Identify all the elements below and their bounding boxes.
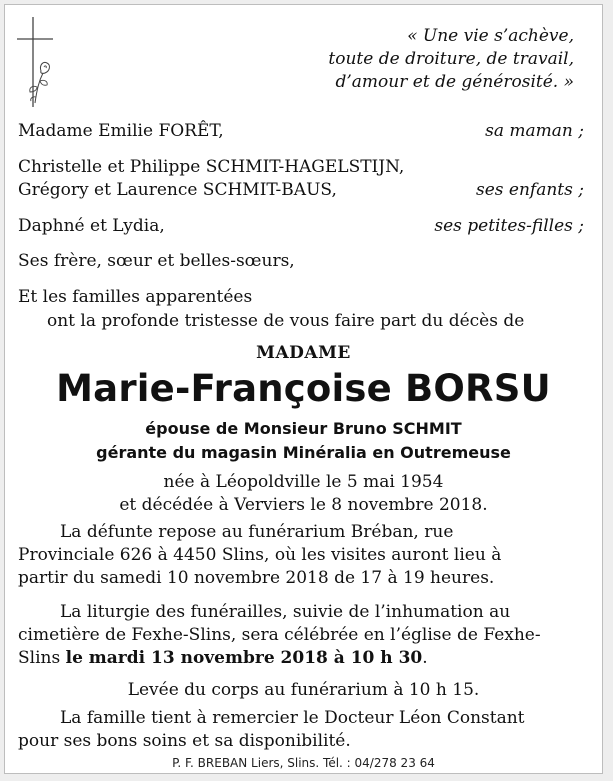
family-name: Daphné et Lydia, [18,216,165,236]
deceased-name: Marie-Françoise BORSU [56,367,551,410]
liturgy-text: Slins [18,648,66,668]
family-name: Christelle et Philippe SCHMIT-HAGELSTIJN, [18,157,405,177]
liturgy-paragraph [18,601,553,670]
paragraph-line: pour ses bons soins et sa disponibilité. [18,731,351,751]
title-madame: MADAME [256,343,351,363]
paragraph-line: La famille tient à remercier le Docteur Léon Constant [60,708,525,728]
epitaph-quote [328,25,574,94]
quote-line: « Une vie s’achève, [407,26,574,46]
death-line: et décédée à Verviers le 8 novembre 2018. [119,495,488,515]
family-name: Madame Emilie FORÊT, [18,121,224,141]
family-relation: ses enfants ; [476,180,584,200]
family-name: Ses frère, sœur et belles-sœurs, [18,251,295,271]
funerarium-paragraph [18,521,553,590]
family-name: Grégory et Laurence SCHMIT-BAUS, [18,180,337,200]
obituary-card [4,4,603,774]
funeral-date: le mardi 13 novembre 2018 à 10 h 30 [65,648,423,668]
paragraph-line [18,647,553,670]
paragraph-line: partir du samedi 10 novembre 2018 de 17 à 19 heures. [18,568,495,588]
levee-line: Levée du corps au funérarium à 10 h 15. [127,680,480,700]
occupation-line: gérante du magasin Minéralia en Outremeuse [96,443,511,462]
spouse-line: épouse de Monsieur Bruno SCHMIT [145,419,462,438]
paragraph-line: Provinciale 626 à 4450 Slins, où les visites auront lieu à [18,545,502,565]
thanks-paragraph [18,707,553,753]
paragraph-line: La liturgie des funérailles, suivie de l’inhumation au [60,602,511,622]
announcement-text: ont la profonde tristesse de vous faire part du décès de [47,311,525,331]
paragraph-line: La défunte repose au funérarium Bréban, rue [60,522,454,542]
family-relation: sa maman ; [485,121,584,141]
family-name: Et les familles apparentées [18,287,253,307]
paragraph-line: cimetière de Fexhe-Slins, sera célébrée en l’église de Fexhe- [18,625,541,645]
quote-line: toute de droiture, de travail, [328,49,574,69]
quote-line: d’amour et de générosité. » [335,72,574,92]
funeral-home-footer: P. F. BREBAN Liers, Slins. Tél. : 04/278 23 64 [172,756,435,770]
cross-with-rose-icon [15,15,59,109]
birth-line: née à Léopoldville le 5 mai 1954 [163,472,444,492]
family-relation: ses petites-filles ; [434,216,584,236]
liturgy-text: . [422,648,428,668]
